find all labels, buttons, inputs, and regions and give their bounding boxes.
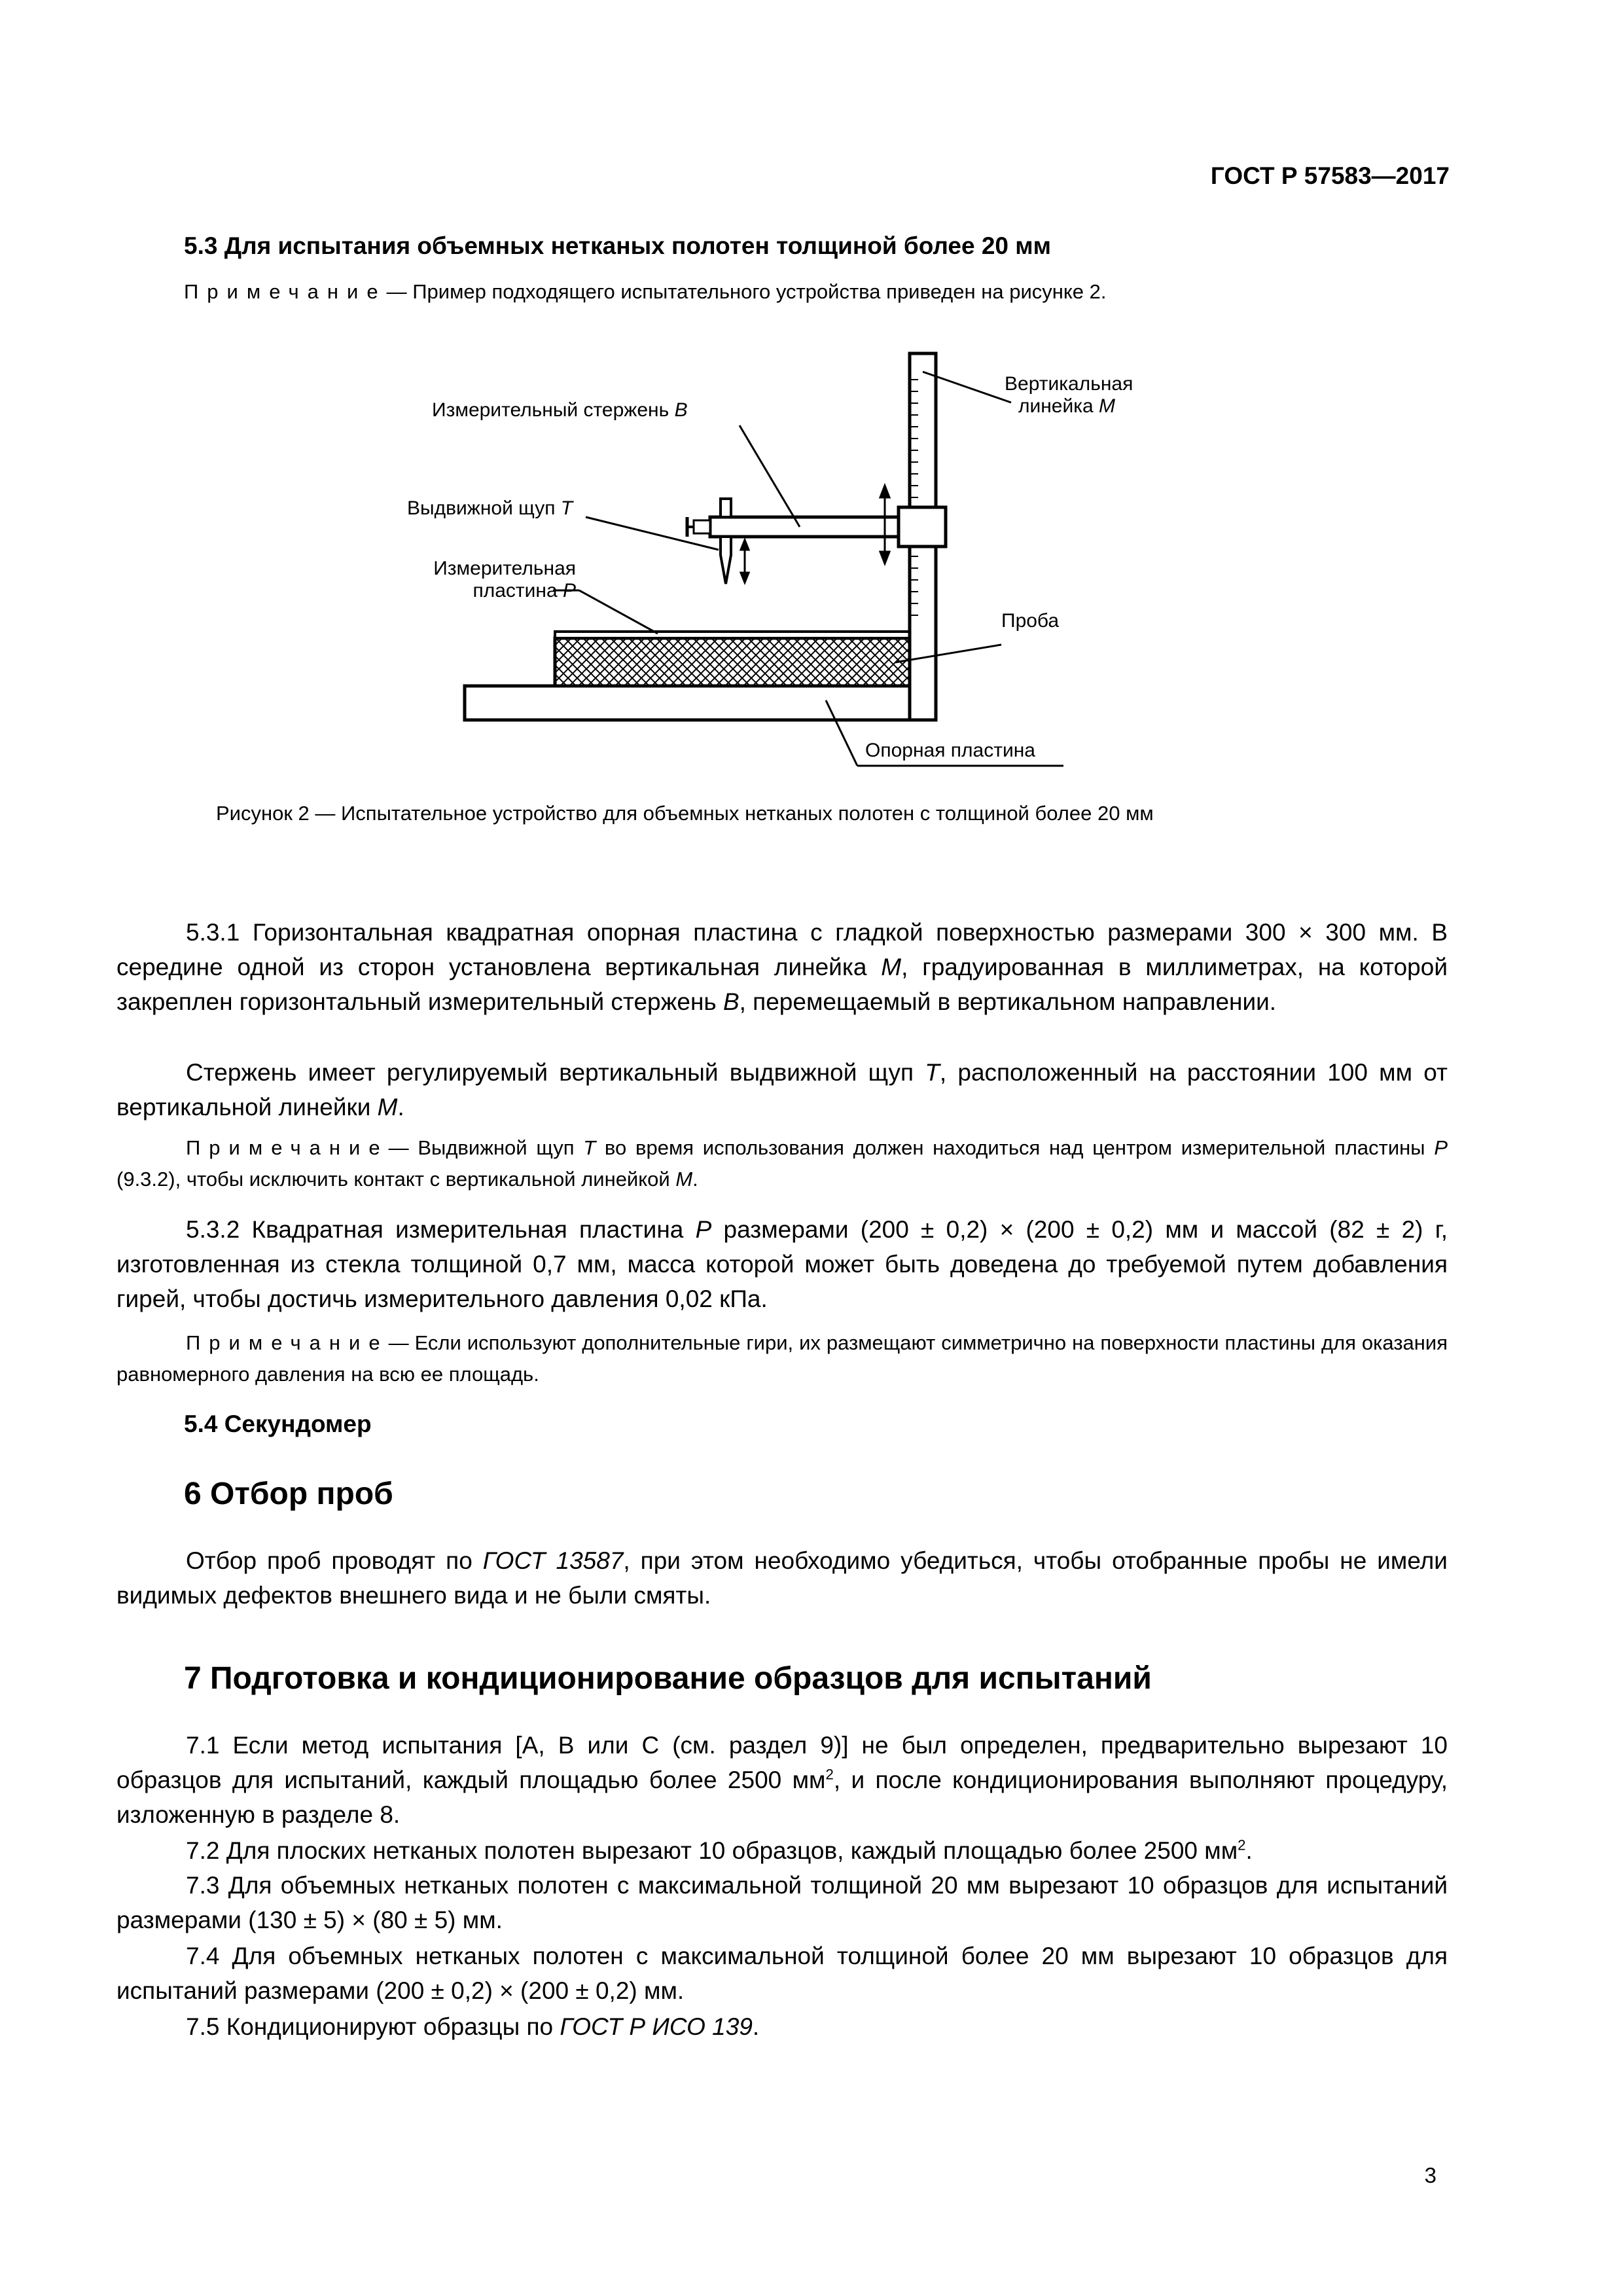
note-probe: Примечание— Выдвижной щуп T во время использования должен находиться над центром измерительной пластины P (9.3.2), чтобы исключить контакт с вертикальной линейкой M.	[116, 1136, 1448, 1191]
figure-caption: Рисунок 2 — Испытательное устройство для объемных нетканых полотен с толщиной более 20 мм	[216, 802, 1154, 825]
section-5-4-title: 5.4 Секундомер	[184, 1410, 372, 1437]
paragraph-5-3-2: 5.3.2 Квадратная измерительная пластина P размерами (200 ± 0,2) × (200 ± 0,2) мм и массой (82 ± 2) г, изготовленная из стекла толщиной 0,7 мм, масса которой может быть доведена до требуемой путем добавления гирей, чтобы достичь измерительного давления 0,02 кПа.	[116, 1216, 1448, 1312]
label-rod: Измерительный стержень B	[432, 399, 688, 421]
rod-clamp	[899, 507, 946, 547]
page-number: 3	[1424, 2163, 1436, 2187]
sample-block	[555, 638, 916, 686]
document-header: ГОСТ Р 57583—2017	[1210, 162, 1450, 189]
section-7-title: 7 Подготовка и кондиционирование образцов для испытаний	[184, 1661, 1152, 1696]
probe-travel-arrow	[741, 540, 749, 583]
measuring-rod	[710, 517, 899, 537]
label-sample: Проба	[1001, 610, 1060, 632]
leader-plate-2	[579, 590, 658, 634]
probe-tip	[721, 537, 731, 584]
paragraph-5-3-1: 5.3.1 Горизонтальная квадратная опорная пластина с гладкой поверхностью размерами 300 × 300 мм. В середине одной из сторон установлена вертикальная линейка M, градуированная в миллиметрах, на которой закреплен горизонтальный измерительный стержень B, перемещаемый в вертикальном направлении.	[116, 919, 1448, 1015]
paragraph-7-5: 7.5 Кондиционируют образцы по ГОСТ Р ИСО 139.	[186, 2013, 760, 2040]
label-base-plate: Опорная пластина	[865, 740, 1035, 761]
paragraph-7-4: 7.4 Для объемных нетканых полотен с максимальной толщиной более 20 мм вырезают 10 образцов для испытаний размерами (200 ± 0,2) × (200 ± 0,2) мм.	[116, 1943, 1448, 2004]
paragraph-6: Отбор проб проводят по ГОСТ 13587, при этом необходимо убедиться, чтобы отобранные пробы не имели видимых дефектов внешнего вида и не были смяты.	[116, 1547, 1448, 1609]
measuring-plate	[555, 632, 916, 638]
paragraph-7-3: 7.3 Для объемных нетканых полотен с максимальной толщиной 20 мм вырезают 10 образцов для испытаний размерами (130 ± 5) × (80 ± 5) мм.	[116, 1872, 1448, 1933]
note-weights: Примечание— Если используют дополнительные гири, их размещают симметрично на поверхности пластины для оказания равномерного давления на всю ее площадь.	[116, 1331, 1448, 1386]
note-5-3	[184, 276, 1448, 308]
paragraph-7-2: 7.2 Для плоских нетканых полотен вырезают 10 образцов, каждый площадью более 2500 $мм^2$.	[186, 1837, 1253, 1864]
ruler-ticks	[910, 380, 918, 615]
paragraph-rod: Стержень имеет регулируемый вертикальный выдвижной щуп T, расположенный на расстоянии 100 мм от вертикальной линейки M.	[116, 1059, 1448, 1121]
label-probe: Выдвижной щуп T	[407, 497, 573, 519]
note-label: Примечание	[184, 280, 387, 303]
section-6-title: 6 Отбор проб	[184, 1477, 393, 1511]
probe-top	[721, 499, 731, 517]
leader-rod	[740, 425, 800, 527]
probe-screw	[694, 520, 710, 533]
section-5-3-title: 5.3 Для испытания объемных нетканых полотен толщиной более 20 мм	[184, 232, 1052, 259]
paragraph-7-1: 7.1 Если метод испытания [А, В или С (см. раздел 9)] не был определен, предварительно вырезают 10 образцов для испытаний, каждый площадью более 2500 $мм^2$, и после кондиционирования выполняют процедуру, изложенную в разделе 8.	[116, 1732, 1448, 1828]
label-ruler: Вертикальная линейка M	[1005, 373, 1133, 417]
base-plate	[465, 686, 936, 720]
label-measuring-plate: Измерительная пластина P	[433, 558, 576, 601]
note-text: — Пример подходящего испытательного устройства приведен на рисунке 2.	[386, 280, 1107, 303]
